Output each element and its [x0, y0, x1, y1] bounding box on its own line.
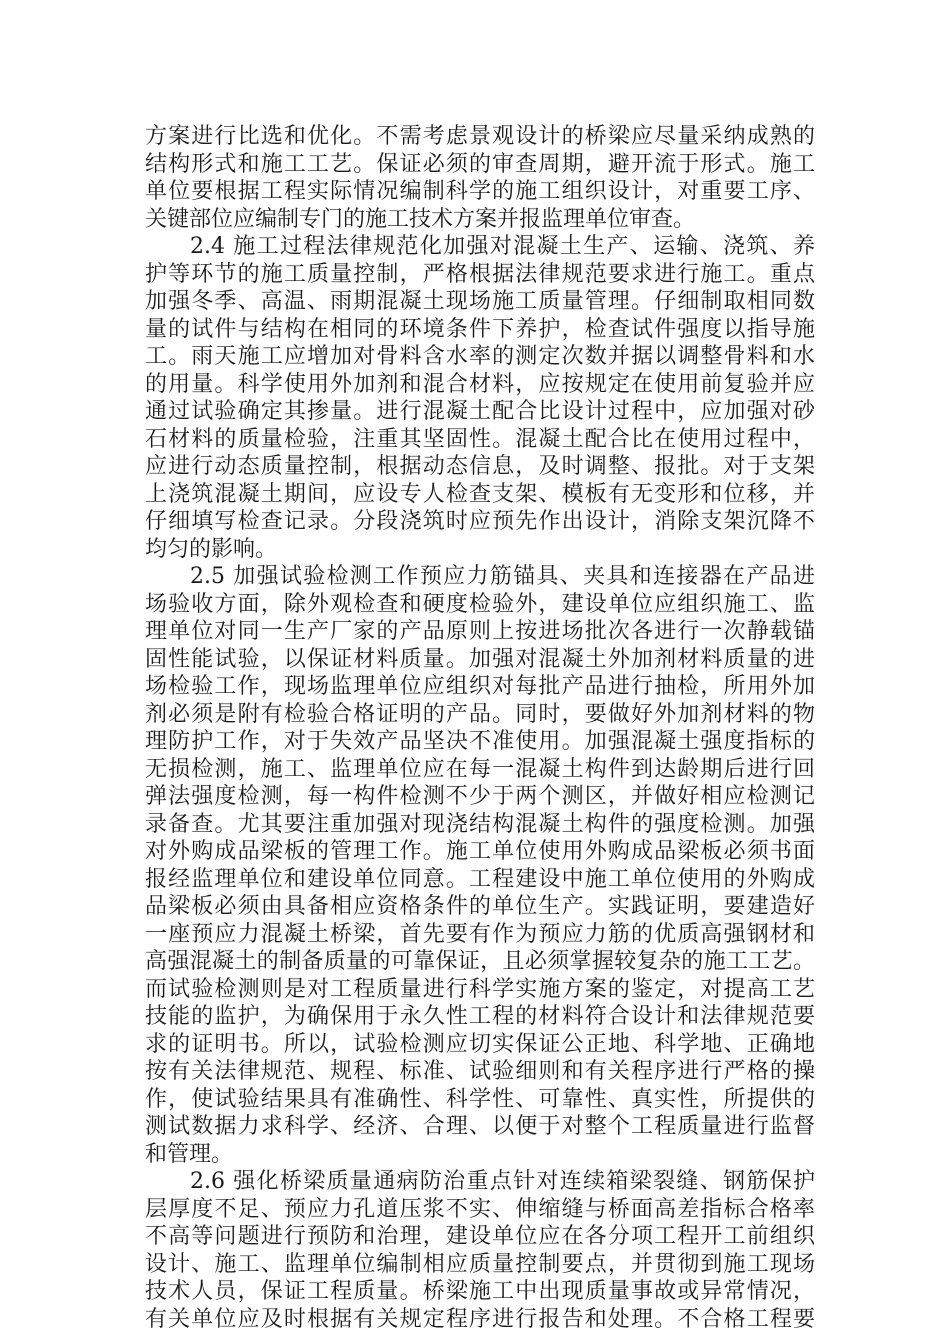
body-text-line: 弹法强度检测，每一构件检测不少于两个测区，并做好相应检测记	[145, 784, 815, 809]
body-text-line: 技术人员，保证工程质量。桥梁施工中出现质量事故或异常情况，	[145, 1279, 815, 1304]
body-text-line: 按有关法律规范、规程、标准、试验细则和有关程序进行严格的操	[145, 1059, 815, 1084]
body-text-line: 作，使试验结果具有准确性、科学性、可靠性、真实性，所提供的	[145, 1086, 815, 1112]
paragraph-first-line: 2.5 加强试验检测工作预应力筋锚具、夹具和连接器在产品进	[190, 564, 815, 589]
body-text-line: 通过试验确定其掺量。进行混凝土配合比设计过程中，应加强对砂	[145, 399, 815, 424]
body-text-line: 应进行动态质量控制，根据动态信息，及时调整、报批。对于支架	[145, 454, 815, 479]
body-text-line: 的用量。科学使用外加剂和混合材料，应按规定在使用前复验并应	[145, 371, 815, 397]
body-text-line: 无损检测，施工、监理单位应在每一混凝土构件到达龄期后进行回	[145, 756, 815, 782]
body-text-line: 护等环节的施工质量控制，严格根据法律规范要求进行施工。重点	[145, 261, 815, 287]
body-text-line: 上浇筑混凝土期间，应设专人检查支架、模板有无变形和位移，并	[145, 481, 815, 507]
paragraph-first-line: 2.6 强化桥梁质量通病防治重点针对连续箱梁裂缝、钢筋保护	[190, 1169, 815, 1194]
body-text-line: 单位要根据工程实际情况编制科学的施工组织设计，对重要工序、	[145, 179, 815, 204]
body-text-line: 有关单位应及时根据有关规定程序进行报告和处理。不合格工程要	[145, 1306, 815, 1332]
body-text-line: 录备查。尤其要注重加强对现浇结构混凝土构件的强度检测。加强	[145, 811, 815, 837]
body-text-line: 量的试件与结构在相同的环境条件下养护，检查试件强度以指导施	[145, 316, 815, 342]
body-text-line: 对外购成品梁板的管理工作。施工单位使用外购成品梁板必须书面	[145, 839, 815, 864]
body-text-line: 场验收方面，除外观检查和硬度检验外，建设单位应组织施工、监	[145, 591, 815, 617]
body-text-line: 测试数据力求科学、经济、合理、以便于对整个工程质量进行监督	[145, 1114, 815, 1139]
body-text-line: 工。雨天施工应增加对骨料含水率的测定次数并据以调整骨料和水	[145, 344, 815, 369]
body-text-line: 场检验工作，现场监理单位应组织对每批产品进行抽检，所用外加	[145, 674, 815, 699]
body-text-line: 报经监理单位和建设单位同意。工程建设中施工单位使用的外购成	[145, 866, 815, 892]
body-text-line: 剂必须是附有检验合格证明的产品。同时，要做好外加剂材料的物	[145, 701, 815, 727]
body-text-line: 高强混凝土的制备质量的可靠保证，且必须掌握较复杂的施工工艺。	[145, 949, 815, 974]
body-text-line: 品梁板必须由具备相应资格条件的单位生产。实践证明，要建造好	[145, 894, 815, 919]
body-text-line: 层厚度不足、预应力孔道压浆不实、伸缩缝与桥面高差指标合格率	[145, 1196, 815, 1222]
body-text-line: 而试验检测则是对工程质量进行科学实施方案的鉴定，对提高工艺	[145, 976, 815, 1002]
body-text-line: 设计、施工、监理单位编制相应质量控制要点，并贯彻到施工现场	[145, 1251, 815, 1277]
body-text-line: 一座预应力混凝土桥梁，首先要有作为预应力筋的优质高强钢材和	[145, 921, 815, 947]
body-text-line: 不高等问题进行预防和治理，建设单位应在各分项工程开工前组织	[145, 1224, 815, 1249]
body-text-line: 和管理。	[145, 1141, 234, 1167]
body-text-line: 结构形式和施工工艺。保证必须的审查周期，避开流于形式。施工	[145, 151, 815, 177]
body-text-line: 固性能试验，以保证材料质量。加强对混凝土外加剂材料质量的进	[145, 646, 815, 672]
body-text-line: 加强冬季、高温、雨期混凝土现场施工质量管理。仔细制取相同数	[145, 289, 815, 314]
body-text-line: 石材料的质量检验，注重其坚固性。混凝土配合比在使用过程中，	[145, 426, 815, 452]
body-text-line: 理防护工作，对于失效产品坚决不准使用。加强混凝土强度指标的	[145, 729, 815, 754]
paragraph-first-line: 2.4 施工过程法律规范化加强对混凝土生产、运输、浇筑、养	[190, 234, 815, 259]
document-page	[145, 123, 815, 1333]
body-text-line: 技能的监护，为确保用于永久性工程的材料符合设计和法律规范要	[145, 1004, 815, 1029]
body-text-line: 理单位对同一生产厂家的产品原则上按进场批次各进行一次静载锚	[145, 619, 815, 644]
body-text-line: 方案进行比选和优化。不需考虑景观设计的桥梁应尽量采纳成熟的	[145, 124, 815, 149]
body-text-line: 关键部位应编制专门的施工技术方案并报监理单位审查。	[145, 206, 696, 232]
body-text-line: 均匀的影响。	[145, 536, 278, 562]
body-text-line: 求的证明书。所以，试验检测应切实保证公正地、科学地、正确地	[145, 1031, 815, 1057]
body-text-line: 仔细填写检查记录。分段浇筑时应预先作出设计，消除支架沉降不	[145, 509, 815, 534]
